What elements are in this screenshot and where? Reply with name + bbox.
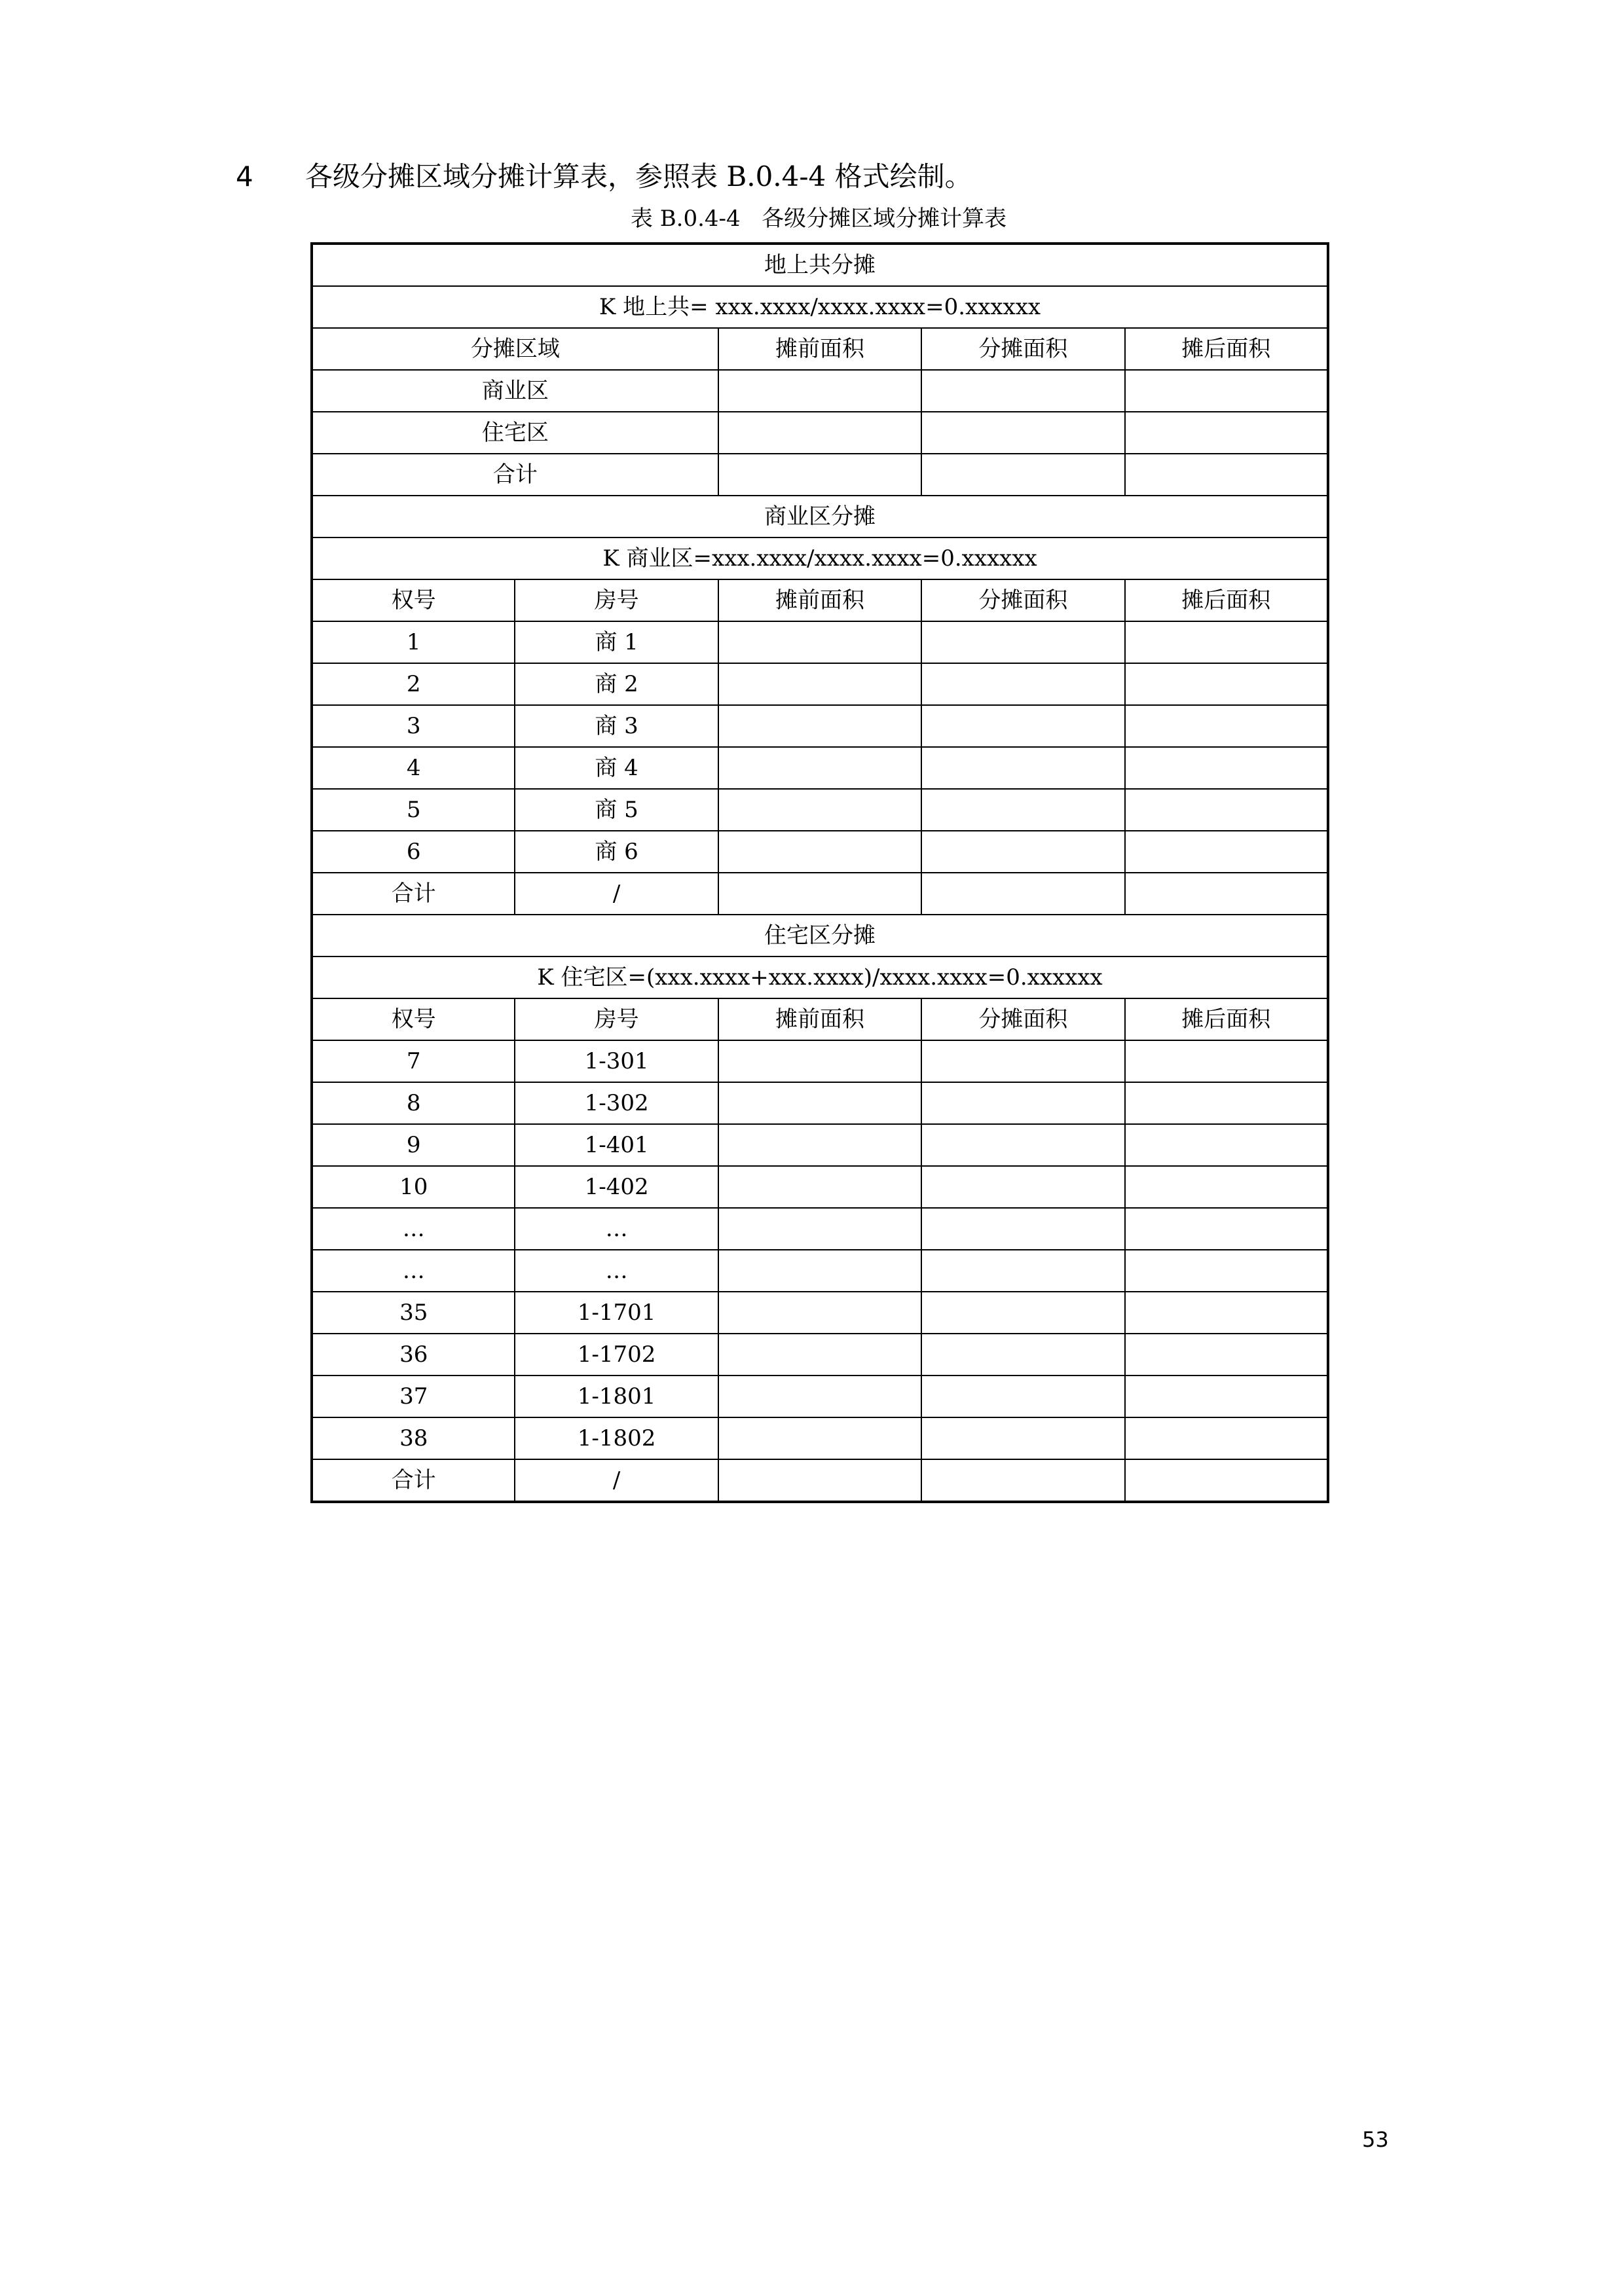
section-title: 商业区分摊 bbox=[312, 496, 1328, 538]
allocated-area-cell bbox=[921, 1334, 1124, 1376]
column-header: 分摊区域 bbox=[312, 328, 718, 370]
room-number-cell: 1-402 bbox=[515, 1166, 718, 1208]
table-row bbox=[312, 1208, 1328, 1250]
right-number-cell: 4 bbox=[312, 747, 515, 789]
before-area-cell bbox=[718, 789, 921, 831]
area-cell: 住宅区 bbox=[312, 412, 718, 454]
after-area-cell bbox=[1125, 705, 1328, 747]
area-cell: 合计 bbox=[312, 454, 718, 496]
room-number-cell: 1-1701 bbox=[515, 1292, 718, 1334]
section-title-row bbox=[312, 496, 1328, 538]
before-area-cell bbox=[718, 1376, 921, 1417]
right-number-cell: 10 bbox=[312, 1166, 515, 1208]
before-area-cell bbox=[718, 621, 921, 663]
after-area-cell bbox=[1125, 370, 1328, 412]
room-number-cell: 商 5 bbox=[515, 789, 718, 831]
after-area-cell bbox=[1125, 1040, 1328, 1082]
table-row bbox=[312, 1459, 1328, 1502]
table-row bbox=[312, 370, 1328, 412]
area-cell: 商业区 bbox=[312, 370, 718, 412]
column-header: 权号 bbox=[312, 998, 515, 1040]
table-row bbox=[312, 789, 1328, 831]
after-area-cell bbox=[1125, 789, 1328, 831]
header-row bbox=[312, 579, 1328, 621]
list-item bbox=[236, 156, 972, 198]
allocated-area-cell bbox=[921, 1082, 1124, 1124]
column-header: 摊后面积 bbox=[1125, 579, 1328, 621]
allocated-area-cell bbox=[921, 705, 1124, 747]
table-row bbox=[312, 705, 1328, 747]
allocated-area-cell bbox=[921, 370, 1124, 412]
column-header: 房号 bbox=[515, 579, 718, 621]
right-number-cell: 6 bbox=[312, 831, 515, 873]
after-area-cell bbox=[1125, 1292, 1328, 1334]
room-number-cell: 商 2 bbox=[515, 663, 718, 705]
after-area-cell bbox=[1125, 1417, 1328, 1459]
room-number-cell: 1-302 bbox=[515, 1082, 718, 1124]
right-number-cell: … bbox=[312, 1208, 515, 1250]
right-number-cell: 7 bbox=[312, 1040, 515, 1082]
right-number-cell: … bbox=[312, 1250, 515, 1292]
room-number-cell: … bbox=[515, 1208, 718, 1250]
allocated-area-cell bbox=[921, 789, 1124, 831]
column-header: 分摊面积 bbox=[921, 328, 1124, 370]
section-title: 住宅区分摊 bbox=[312, 915, 1328, 957]
allocated-area-cell bbox=[921, 1124, 1124, 1166]
table-row bbox=[312, 621, 1328, 663]
after-area-cell bbox=[1125, 873, 1328, 915]
before-area-cell bbox=[718, 1040, 921, 1082]
allocated-area-cell bbox=[921, 1250, 1124, 1292]
right-number-cell: 38 bbox=[312, 1417, 515, 1459]
right-number-cell: 合计 bbox=[312, 873, 515, 915]
room-number-cell: 1-401 bbox=[515, 1124, 718, 1166]
room-number-cell: 商 1 bbox=[515, 621, 718, 663]
table-row bbox=[312, 1417, 1328, 1459]
formula-row bbox=[312, 286, 1328, 328]
before-area-cell bbox=[718, 412, 921, 454]
after-area-cell bbox=[1125, 1082, 1328, 1124]
table-row bbox=[312, 1376, 1328, 1417]
after-area-cell bbox=[1125, 1250, 1328, 1292]
column-header: 摊后面积 bbox=[1125, 328, 1328, 370]
after-area-cell bbox=[1125, 1376, 1328, 1417]
table-row bbox=[312, 1334, 1328, 1376]
allocation-table-body bbox=[312, 244, 1328, 1502]
item-number: 4 bbox=[236, 160, 253, 192]
after-area-cell bbox=[1125, 1334, 1328, 1376]
before-area-cell bbox=[718, 1082, 921, 1124]
item-text: 各级分摊区域分摊计算表，参照表 B.0.4-4 格式绘制。 bbox=[305, 160, 972, 192]
table-row bbox=[312, 454, 1328, 496]
table-row bbox=[312, 1166, 1328, 1208]
after-area-cell bbox=[1125, 831, 1328, 873]
column-header: 房号 bbox=[515, 998, 718, 1040]
after-area-cell bbox=[1125, 663, 1328, 705]
room-number-cell: / bbox=[515, 1459, 718, 1502]
header-row bbox=[312, 328, 1328, 370]
column-header: 摊前面积 bbox=[718, 998, 921, 1040]
allocated-area-cell bbox=[921, 1417, 1124, 1459]
allocated-area-cell bbox=[921, 663, 1124, 705]
formula-cell: K 住宅区=(xxx.xxxx+xxx.xxxx)/xxxx.xxxx=0.xxxxxx bbox=[312, 957, 1328, 998]
section-title-row bbox=[312, 244, 1328, 286]
section-title: 地上共分摊 bbox=[312, 244, 1328, 286]
allocated-area-cell bbox=[921, 1459, 1124, 1502]
table-row bbox=[312, 1292, 1328, 1334]
before-area-cell bbox=[718, 370, 921, 412]
column-header: 权号 bbox=[312, 579, 515, 621]
right-number-cell: 3 bbox=[312, 705, 515, 747]
room-number-cell: … bbox=[515, 1250, 718, 1292]
before-area-cell bbox=[718, 1124, 921, 1166]
after-area-cell bbox=[1125, 747, 1328, 789]
room-number-cell: 商 4 bbox=[515, 747, 718, 789]
before-area-cell bbox=[718, 747, 921, 789]
column-header: 分摊面积 bbox=[921, 998, 1124, 1040]
before-area-cell bbox=[718, 454, 921, 496]
right-number-cell: 1 bbox=[312, 621, 515, 663]
allocated-area-cell bbox=[921, 412, 1124, 454]
column-header: 摊前面积 bbox=[718, 579, 921, 621]
right-number-cell: 2 bbox=[312, 663, 515, 705]
room-number-cell: 1-301 bbox=[515, 1040, 718, 1082]
allocated-area-cell bbox=[921, 1292, 1124, 1334]
before-area-cell bbox=[718, 1459, 921, 1502]
after-area-cell bbox=[1125, 412, 1328, 454]
column-header: 摊前面积 bbox=[718, 328, 921, 370]
right-number-cell: 9 bbox=[312, 1124, 515, 1166]
column-header: 摊后面积 bbox=[1125, 998, 1328, 1040]
before-area-cell bbox=[718, 1166, 921, 1208]
after-area-cell bbox=[1125, 1208, 1328, 1250]
allocated-area-cell bbox=[921, 621, 1124, 663]
table-row bbox=[312, 1250, 1328, 1292]
after-area-cell bbox=[1125, 454, 1328, 496]
table-row bbox=[312, 663, 1328, 705]
right-number-cell: 5 bbox=[312, 789, 515, 831]
allocated-area-cell bbox=[921, 873, 1124, 915]
allocated-area-cell bbox=[921, 1208, 1124, 1250]
table-row bbox=[312, 1124, 1328, 1166]
table-row bbox=[312, 1082, 1328, 1124]
room-number-cell: 1-1801 bbox=[515, 1376, 718, 1417]
formula-row bbox=[312, 957, 1328, 998]
allocated-area-cell bbox=[921, 1166, 1124, 1208]
after-area-cell bbox=[1125, 621, 1328, 663]
table-row bbox=[312, 873, 1328, 915]
right-number-cell: 35 bbox=[312, 1292, 515, 1334]
table-row bbox=[312, 747, 1328, 789]
after-area-cell bbox=[1125, 1124, 1328, 1166]
after-area-cell bbox=[1125, 1166, 1328, 1208]
page-number: 53 bbox=[1362, 2127, 1389, 2152]
header-row bbox=[312, 998, 1328, 1040]
right-number-cell: 8 bbox=[312, 1082, 515, 1124]
before-area-cell bbox=[718, 705, 921, 747]
section-title-row bbox=[312, 915, 1328, 957]
room-number-cell: / bbox=[515, 873, 718, 915]
before-area-cell bbox=[718, 873, 921, 915]
before-area-cell bbox=[718, 663, 921, 705]
formula-cell: K 商业区=xxx.xxxx/xxxx.xxxx=0.xxxxxx bbox=[312, 538, 1328, 579]
before-area-cell bbox=[718, 1250, 921, 1292]
right-number-cell: 37 bbox=[312, 1376, 515, 1417]
room-number-cell: 商 3 bbox=[515, 705, 718, 747]
after-area-cell bbox=[1125, 1459, 1328, 1502]
allocation-table bbox=[310, 242, 1329, 1503]
table-row bbox=[312, 831, 1328, 873]
formula-cell: K 地上共= xxx.xxxx/xxxx.xxxx=0.xxxxxx bbox=[312, 286, 1328, 328]
allocated-area-cell bbox=[921, 831, 1124, 873]
allocated-area-cell bbox=[921, 747, 1124, 789]
right-number-cell: 合计 bbox=[312, 1459, 515, 1502]
table-row bbox=[312, 1040, 1328, 1082]
allocated-area-cell bbox=[921, 1040, 1124, 1082]
table-row bbox=[312, 412, 1328, 454]
allocated-area-cell bbox=[921, 1376, 1124, 1417]
before-area-cell bbox=[718, 1208, 921, 1250]
allocated-area-cell bbox=[921, 454, 1124, 496]
column-header: 分摊面积 bbox=[921, 579, 1124, 621]
room-number-cell: 商 6 bbox=[515, 831, 718, 873]
before-area-cell bbox=[718, 1417, 921, 1459]
table-caption: 表 B.0.4-4 各级分摊区域分摊计算表 bbox=[630, 206, 1007, 232]
room-number-cell: 1-1802 bbox=[515, 1417, 718, 1459]
room-number-cell: 1-1702 bbox=[515, 1334, 718, 1376]
formula-row bbox=[312, 538, 1328, 579]
before-area-cell bbox=[718, 831, 921, 873]
before-area-cell bbox=[718, 1334, 921, 1376]
right-number-cell: 36 bbox=[312, 1334, 515, 1376]
before-area-cell bbox=[718, 1292, 921, 1334]
